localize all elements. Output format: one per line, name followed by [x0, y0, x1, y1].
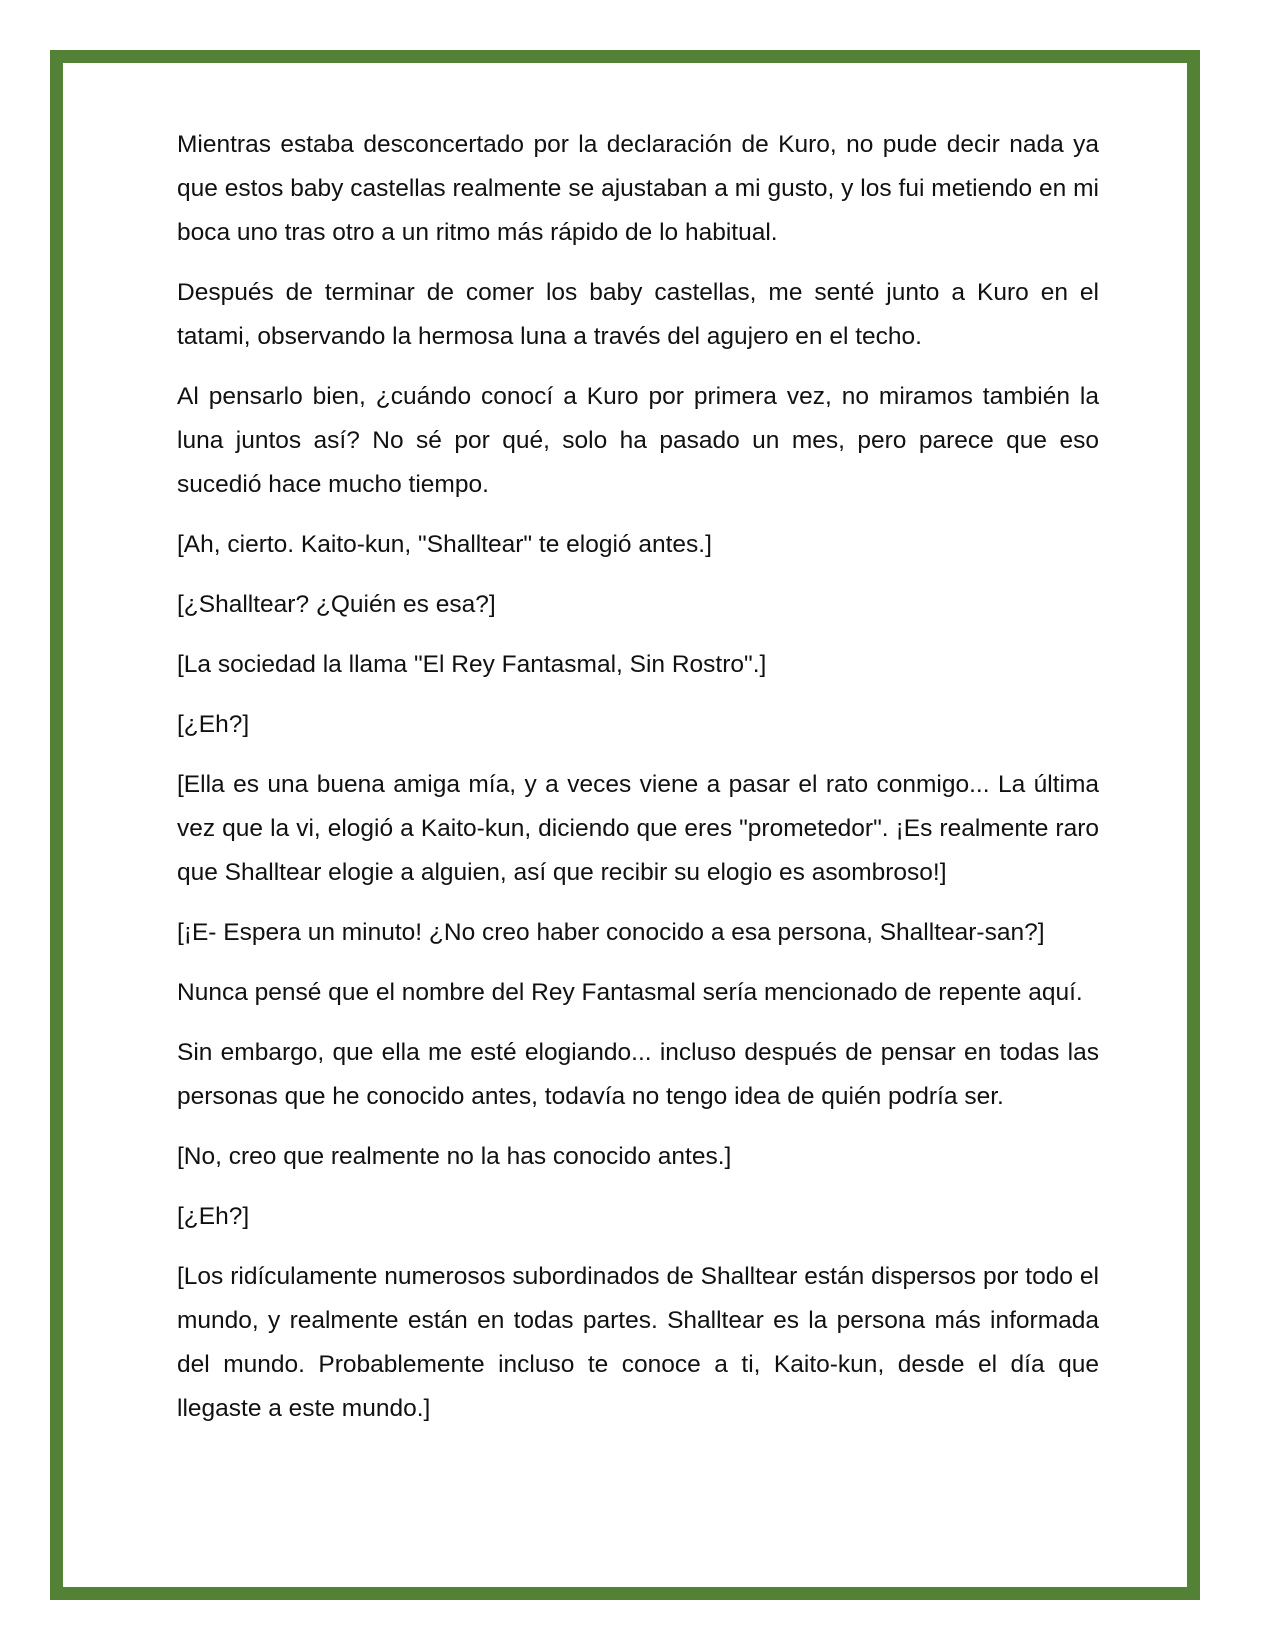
dialogue-line: [¡E- Espera un minuto! ¿No creo haber conocido a esa persona, Shalltear-san?] [177, 919, 1045, 946]
dialogue-line: [¿Eh?] [177, 711, 250, 738]
dialogue-line: [Los ridículamente numerosos subordinados de Shalltear están dispersos por todo el mundo, y realmente están en todas partes. Shalltear es la persona más informada del mundo. Probablemente incluso te conoce a ti, Kaito-kun, desde el día que llegaste a este mundo.] [177, 1263, 1099, 1422]
paragraph: Mientras estaba desconcertado por la declaración de Kuro, no pude decir nada ya que estos baby castellas realmente se ajustaban a mi gusto, y los fui metiendo en mi boca uno tras otro a un ritmo más rápido de lo habitual. [177, 131, 1099, 246]
dialogue-line: [¿Shalltear? ¿Quién es esa?] [177, 591, 496, 618]
dialogue-line: [No, creo que realmente no la has conocido antes.] [177, 1143, 732, 1170]
document-body [177, 123, 1099, 1447]
paragraph: Al pensarlo bien, ¿cuándo conocí a Kuro por primera vez, no miramos también la luna juntos así? No sé por qué, solo ha pasado un mes, pero parece que eso sucedió hace mucho tiempo. [177, 383, 1099, 498]
dialogue-line: [Ah, cierto. Kaito-kun, "Shalltear" te elogió antes.] [177, 531, 712, 558]
dialogue-line: [¿Eh?] [177, 1203, 250, 1230]
paragraph: Nunca pensé que el nombre del Rey Fantasmal sería mencionado de repente aquí. [177, 979, 1083, 1006]
paragraph: Sin embargo, que ella me esté elogiando... incluso después de pensar en todas las personas que he conocido antes, todavía no tengo idea de quién podría ser. [177, 1039, 1099, 1110]
dialogue-line: [La sociedad la llama "El Rey Fantasmal, Sin Rostro".] [177, 651, 767, 678]
paragraph: Después de terminar de comer los baby castellas, me senté junto a Kuro en el tatami, observando la hermosa luna a través del agujero en el techo. [177, 279, 1099, 350]
dialogue-line: [Ella es una buena amiga mía, y a veces viene a pasar el rato conmigo... La última vez que la vi, elogió a Kaito-kun, diciendo que eres "prometedor". ¡Es realmente raro que Shalltear elogie a alguien, así que recibir su elogio es asombroso!] [177, 771, 1099, 886]
